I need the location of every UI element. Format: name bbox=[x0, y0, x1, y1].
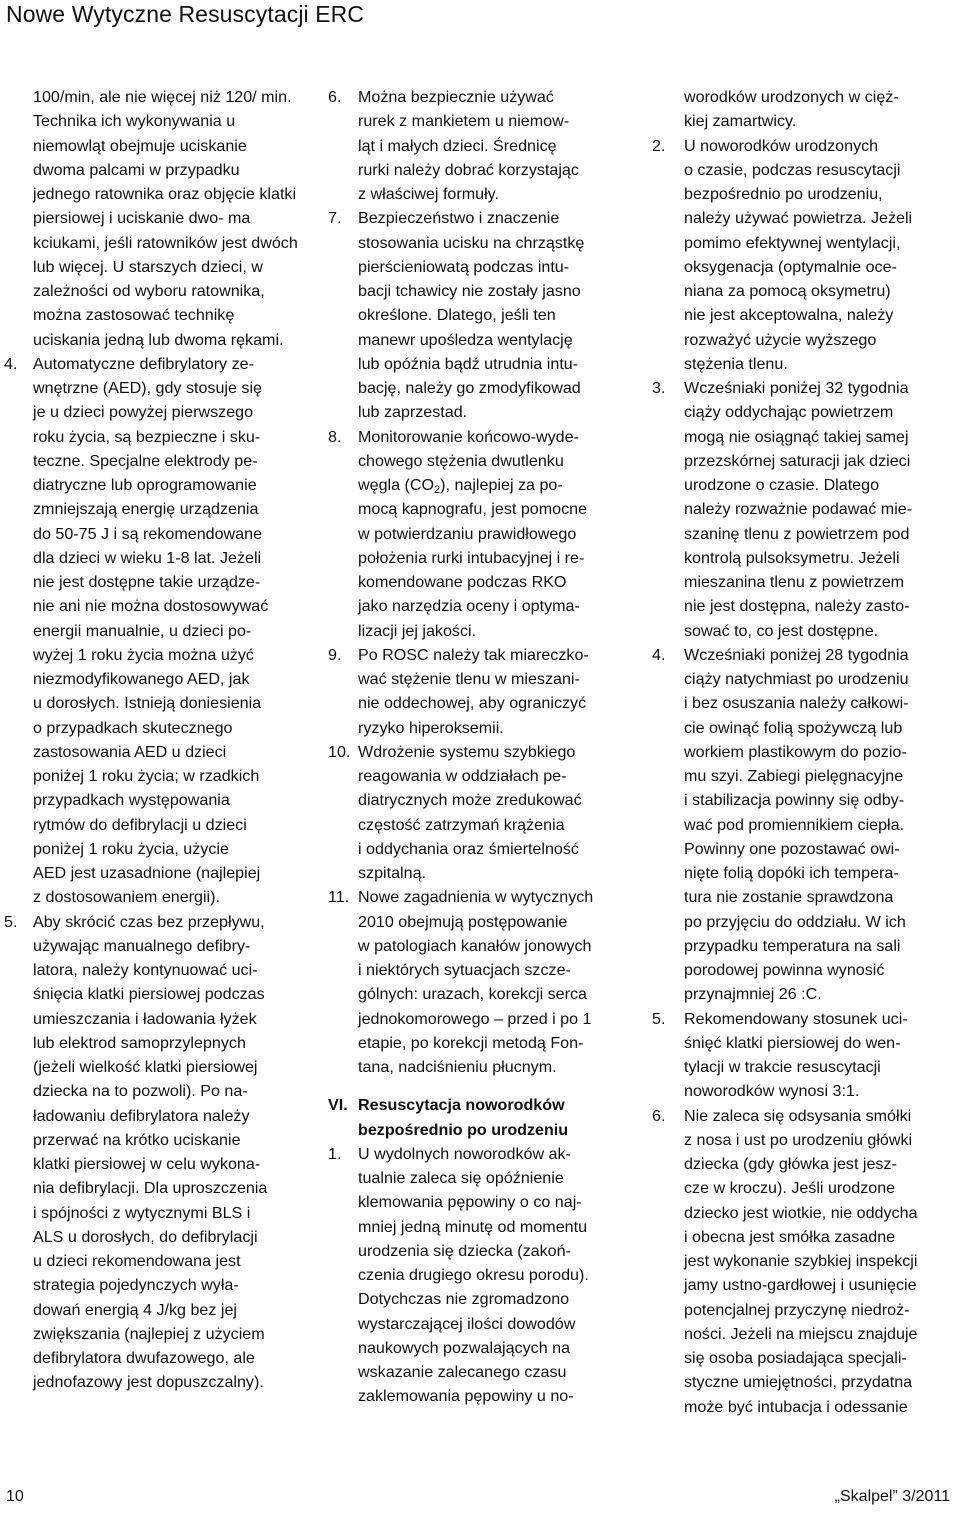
text-line: Bezpieczeństwo i znaczenie bbox=[358, 209, 560, 228]
text-line: latora, należy kontynuować uci- bbox=[33, 961, 258, 979]
text-line: dziecka (gdy główka jest jesz- bbox=[684, 1155, 897, 1173]
text-line: nie oddechowej, aby ograniczyć bbox=[358, 694, 587, 713]
list-number: 8. bbox=[328, 427, 342, 446]
text-line: mieszanina tlenu z powietrzem bbox=[684, 573, 905, 591]
text-line: śnięcia klatki piersiowej podczas bbox=[33, 985, 265, 1004]
text-line: gólnych: urazach, korekcji serca bbox=[358, 985, 587, 1004]
text-line: teczne. Specjalne elektrody pe- bbox=[33, 451, 258, 470]
text-line: wać stężenie tlenu w mieszani- bbox=[358, 670, 580, 688]
text-line: należy używać powietrza. Jeżeli bbox=[684, 209, 913, 228]
text-line: ciąży oddychając powietrzem bbox=[684, 403, 894, 422]
text-line: lub elektrod samoprzylepnych bbox=[33, 1033, 246, 1052]
text-line: tylacji w trakcie resuscytacji bbox=[684, 1058, 881, 1076]
text-line: ALS u dorosłych, do defibrylacji bbox=[33, 1227, 258, 1246]
text-line: zaklemowania pępowiny u no- bbox=[358, 1387, 574, 1406]
text-line: porodowej powinna wynosić bbox=[684, 961, 885, 979]
text-line: Po ROSC należy tak miareczko- bbox=[358, 645, 589, 664]
text-line: Monitorowanie końcowo-wyde- bbox=[358, 427, 579, 446]
text-line: strategia pojedynczych wyła- bbox=[33, 1276, 239, 1295]
text-line: defibrylatora dwufazowego, ale bbox=[33, 1349, 255, 1367]
text-line: naukowych pozwalających na bbox=[358, 1338, 571, 1357]
text-line: w patologiach kanałów jonowych bbox=[358, 936, 592, 955]
text-line: nia defibrylacji. Dla uproszczenia bbox=[33, 1179, 268, 1198]
text-line: rytmów do defibrylacji u dzieci bbox=[33, 815, 247, 834]
text-line: dowań energią 4 J/kg bez jej bbox=[33, 1300, 237, 1319]
continued-paragraph bbox=[652, 85, 957, 134]
text-line: ratownika, można zastosować bbox=[33, 282, 265, 325]
continued-paragraph bbox=[4, 85, 300, 352]
text-line: 100/min, ale nie więcej niż 120/ bbox=[33, 88, 257, 106]
text-line: zastosowania AED u dzieci bbox=[33, 742, 227, 761]
text-line: jamy ustno-gardłowej i usunięcie bbox=[684, 1276, 917, 1295]
text-line: niezmodyfikowanego AED, jak bbox=[33, 670, 250, 688]
text-line: Wcześniaki poniżej 28 tygodnia bbox=[684, 645, 909, 664]
text-line: pomimo efektywnej wentylacji, bbox=[684, 233, 901, 252]
list-item bbox=[328, 643, 634, 740]
text-line: worodków urodzonych w cięż- bbox=[684, 88, 899, 106]
text-line: mogą nie osiągnąć takiej samej bbox=[684, 427, 909, 446]
text-line: dwóch lub więcej. U starszych bbox=[33, 233, 298, 276]
text-line: wskazanie zalecanego czasu bbox=[358, 1363, 567, 1381]
co2-text: węgla (CO bbox=[358, 476, 435, 494]
list-item bbox=[328, 206, 634, 424]
text-line: workiem plastikowym do pozio- bbox=[684, 742, 907, 761]
section-title-line: Resuscytacja noworodków bbox=[358, 1096, 565, 1115]
list-item bbox=[328, 425, 634, 643]
text-line: urodzenia się dziecka (zakoń- bbox=[358, 1241, 571, 1260]
text-line: dziecka na to pozwoli). Po na- bbox=[33, 1082, 248, 1101]
text-line: dla dzieci w wieku 1-8 lat. Jeżeli bbox=[33, 548, 262, 567]
text-line: w potwierdzaniu prawidłowego bbox=[358, 524, 577, 543]
list-number: 4. bbox=[4, 354, 18, 373]
section-title-line: bezpośrednio po urodzeniu bbox=[358, 1120, 569, 1139]
list-number: 5. bbox=[652, 1009, 666, 1028]
list-number: 5. bbox=[4, 912, 18, 931]
text-line: cze w kroczu). Jeśli urodzone bbox=[684, 1179, 896, 1198]
list-number: 10. bbox=[328, 742, 351, 761]
text-line: przynajmniej 26 :C. bbox=[684, 985, 822, 1004]
text-line: przerwać na krótko uciskanie bbox=[33, 1130, 241, 1149]
text-line: czenia drugiego okresu porodu). bbox=[358, 1266, 589, 1284]
text-line: należy rozważnie podawać mie- bbox=[684, 500, 913, 519]
text-line: urodzone o czasie. Dlatego bbox=[684, 476, 880, 494]
text-line: noworodków wynosi 3:1. bbox=[684, 1082, 860, 1101]
column-right bbox=[652, 85, 957, 1419]
text-line: kontrolą pulsoksymetru. Jeżeli bbox=[684, 548, 900, 567]
text-line: sować to, co jest dostępne. bbox=[684, 621, 879, 640]
text-line: używając manualnego defibry- bbox=[33, 936, 251, 955]
list-number: 2. bbox=[652, 136, 666, 155]
column-left bbox=[4, 85, 300, 1395]
text-line: dwoma palcami w przypadku bbox=[33, 160, 240, 179]
page-title: Nowe Wytyczne Resuscytacji ERC bbox=[6, 1, 365, 27]
text-line: i niektórych sytuacjach szcze- bbox=[358, 961, 571, 979]
text-line: śnięć klatki piersiowej do wen- bbox=[684, 1033, 901, 1052]
list-number: 6. bbox=[652, 1106, 666, 1125]
text-line: 2010 obejmują postępowanie bbox=[358, 912, 568, 931]
text-line: Powinny one pozostawać owi- bbox=[684, 839, 900, 858]
text-line: U wydolnych noworodków ak- bbox=[358, 1144, 571, 1163]
text-line: komendowane podczas RKO bbox=[358, 573, 567, 591]
text-line: klatki piersiowej w celu wykona- bbox=[33, 1155, 261, 1173]
text-line: tura nie zostanie sprawdzona bbox=[684, 888, 894, 907]
text-line: jako narzędzia oceny i optyma- bbox=[358, 597, 580, 616]
text-line: przypadkach występowania bbox=[33, 791, 230, 810]
text-line: wyżej 1 roku życia można użyć bbox=[33, 645, 254, 664]
list-item bbox=[652, 1007, 957, 1104]
list-item bbox=[652, 1104, 957, 1419]
text-line: cie owinąć folią spożywczą lub bbox=[684, 718, 903, 737]
list-item bbox=[652, 376, 957, 643]
text-line: Wcześniaki poniżej 32 tygodnia bbox=[684, 379, 909, 397]
text-line: może być intubacja i odessanie bbox=[684, 1397, 908, 1416]
text-line: tana, nadciśnieniu płucnym. bbox=[358, 1058, 557, 1076]
text-line: poniżej 1 roku życia; w rzadkich bbox=[33, 767, 260, 785]
text-line: rozważyć użycie wyższego bbox=[684, 330, 877, 349]
text-line: wystarczającej ilości dowodów bbox=[358, 1314, 576, 1333]
text-line: stosowania ucisku na chrząstkę bbox=[358, 233, 585, 252]
list-number: 3. bbox=[652, 379, 666, 397]
text-line: min. Technika ich wykonywania bbox=[33, 88, 292, 131]
text-line: z nosa i ust po urodzeniu główki bbox=[684, 1130, 913, 1149]
text-line: mu szyi. Zabiegi pielęgnacyjne bbox=[684, 767, 904, 785]
text-line: manewr upośledza wentylację bbox=[358, 330, 573, 349]
text-line: Można bezpiecznie używać bbox=[358, 88, 554, 106]
text-line: z dostosowaniem energii). bbox=[33, 888, 220, 907]
text-line-co2 bbox=[358, 473, 634, 497]
text-line: dzieci, w zależności od wyboru bbox=[33, 257, 263, 300]
list-item bbox=[328, 85, 634, 206]
page-number: 10 bbox=[6, 1488, 24, 1505]
list-number: 7. bbox=[328, 209, 342, 228]
text-line: Nie zaleca się odsysania smółki bbox=[684, 1106, 912, 1125]
journal-issue: „Skalpel” 3/2011 bbox=[834, 1488, 950, 1505]
list-number: 1. bbox=[328, 1144, 342, 1163]
text-line: częstość zatrzymań krążenia bbox=[358, 815, 565, 834]
text-line: szaninę tlenu z powietrzem pod bbox=[684, 524, 910, 543]
text-line: lub zaprzestad. bbox=[358, 403, 468, 422]
text-line: u dzieci rekomendowana jest bbox=[33, 1252, 241, 1270]
text-line: Automatyczne defibrylatory ze- bbox=[33, 354, 254, 373]
section-heading bbox=[328, 1093, 634, 1142]
text-line: mocą kapnografu, jest pomocne bbox=[358, 500, 588, 519]
text-line: klemowania pępowiny o co naj- bbox=[358, 1193, 582, 1212]
text-line: dwoma rękami. bbox=[174, 330, 284, 349]
text-line: jednego ratownika oraz objęcie bbox=[33, 185, 255, 203]
text-line: ładowaniu defibrylatora należy bbox=[33, 1106, 250, 1125]
text-line: bezpośrednio po urodzeniu, bbox=[684, 185, 883, 203]
text-line: po przyjęciu do oddziału. W ich bbox=[684, 912, 906, 931]
text-line: nie ani nie można dostosowywać bbox=[33, 597, 269, 616]
column-middle bbox=[328, 85, 634, 1409]
text-line: się osoba posiadająca specjali- bbox=[684, 1349, 907, 1367]
list-item bbox=[652, 643, 957, 1007]
text-line: stężenia tlenu. bbox=[684, 354, 788, 373]
text-line: zwiększania (najlepiej z użyciem bbox=[33, 1324, 265, 1343]
text-line: klatki piersiowej i uciskanie dwo- bbox=[33, 185, 297, 228]
text-line: technikę uciskania jedną lub bbox=[33, 306, 235, 349]
text-line: ma kciukami, jeśli ratowników jest bbox=[33, 209, 251, 252]
text-line: Aby skrócić czas bez przepływu, bbox=[33, 912, 265, 931]
text-line: i spójności z wytycznymi BLS i bbox=[33, 1203, 251, 1222]
text-line: tualnie zaleca się opóźnienie bbox=[358, 1169, 564, 1187]
text-line: i oddychania oraz śmiertelność bbox=[358, 839, 579, 858]
text-line: wać pod promiennikiem ciepła. bbox=[684, 815, 905, 834]
text-line: pierścieniowatą podczas intu- bbox=[358, 257, 570, 276]
text-line: energii manualnie, u dzieci po- bbox=[33, 621, 252, 640]
text-line: i obecna jest smółka zasadne bbox=[684, 1227, 896, 1246]
text-line: do 50-75 J i są rekomendowane bbox=[33, 524, 263, 543]
text-line: diatryczne lub oprogramowanie bbox=[33, 476, 257, 494]
list-item bbox=[328, 1142, 634, 1409]
list-number: 11. bbox=[328, 888, 350, 907]
text-line: oksygenacja (optymalnie oce- bbox=[684, 257, 897, 276]
text-line: roku życia, są bezpieczne i sku- bbox=[33, 427, 261, 446]
section-number: VI. bbox=[328, 1096, 348, 1115]
text-line: bację, należy go zmodyfikowad bbox=[358, 379, 581, 397]
text-line: reagowania w oddziałach pe- bbox=[358, 767, 567, 785]
text-line: o czasie, podczas resuscytacji bbox=[684, 160, 901, 179]
text-line: jednokomorowego – przed i po 1 bbox=[358, 1009, 592, 1028]
text-line: diatrycznych może zredukować bbox=[358, 791, 582, 810]
text-line: o przypadkach skutecznego bbox=[33, 718, 233, 737]
text-line: szpitalną. bbox=[358, 864, 426, 882]
text-line: kiej zamartwicy. bbox=[684, 112, 797, 131]
text-line: przezskórnej saturacji jak dzieci bbox=[684, 451, 911, 470]
text-line: rurki należy dobrać korzystając bbox=[358, 160, 579, 179]
text-line: umieszczania i ładowania łyżek bbox=[33, 1009, 257, 1028]
text-line: ryzyko hiperoksemii. bbox=[358, 718, 504, 737]
list-number: 4. bbox=[652, 645, 666, 664]
co2-text-after: ), najlepiej za po- bbox=[440, 476, 563, 494]
list-item bbox=[328, 740, 634, 886]
text-line: jednofazowy jest dopuszczalny). bbox=[33, 1373, 264, 1392]
list-item bbox=[652, 134, 957, 377]
text-line: położenia rurki intubacyjnej i re- bbox=[358, 548, 585, 567]
text-line: mniej jedną minutę od momentu bbox=[358, 1217, 588, 1236]
text-line: u dorosłych. Istnieją doniesienia bbox=[33, 694, 262, 713]
text-line: jest wykonanie szybkiej inspekcji bbox=[684, 1252, 918, 1270]
subscript-2: 2 bbox=[434, 484, 441, 496]
text-line: Dotychczas nie zgromadzono bbox=[358, 1290, 570, 1309]
text-line: etapie, po korekcji metodą Fon- bbox=[358, 1033, 584, 1052]
text-line: styczne umiejętności, przydatna bbox=[684, 1373, 913, 1392]
text-line: potencjalnej przyczynę niedroż- bbox=[684, 1300, 910, 1319]
text-line: U noworodków urodzonych bbox=[684, 136, 879, 155]
text-line: dziecko jest wiotkie, nie oddycha bbox=[684, 1203, 918, 1222]
text-line: z właściwej formuły. bbox=[358, 185, 499, 203]
text-line: i stabilizacja powinny się odby- bbox=[684, 791, 905, 810]
text-line: Rekomendowany stosunek uci- bbox=[684, 1009, 908, 1028]
text-line: ciąży natychmiast po urodzeniu bbox=[684, 670, 909, 688]
text-line: nie jest dostępna, należy zasto- bbox=[684, 597, 910, 616]
text-line: poniżej 1 roku życia, użycie bbox=[33, 839, 229, 858]
list-number: 6. bbox=[328, 88, 342, 106]
text-line: nie jest dostępne takie urządze- bbox=[33, 573, 261, 591]
text-line: nięte folią dopóki ich tempera- bbox=[684, 864, 899, 882]
text-line: przypadku temperatura na sali bbox=[684, 936, 901, 955]
text-line: i bez osuszania należy całkowi- bbox=[684, 694, 909, 713]
text-line: niana za pomocą oksymetru) bbox=[684, 282, 891, 300]
text-line: bacji tchawicy nie zostały jasno bbox=[358, 282, 581, 300]
text-line: wnętrzne (AED), gdy stosuje się bbox=[33, 379, 262, 397]
list-item bbox=[4, 352, 300, 910]
text-line: ląt i małych dzieci. Średnicę bbox=[358, 136, 557, 155]
text-line: u niemowląt obejmuje uciskanie bbox=[33, 112, 247, 155]
text-line: rurek z mankietem u niemow- bbox=[358, 112, 570, 131]
text-line: (jeżeli wielkość klatki piersiowej bbox=[33, 1058, 258, 1076]
list-number: 9. bbox=[328, 645, 342, 664]
text-line: je u dzieci powyżej pierwszego bbox=[33, 403, 254, 422]
text-line: zmniejszają energię urządzenia bbox=[33, 500, 259, 519]
text-line: Nowe zagadnienia w wytycznych bbox=[358, 888, 594, 907]
text-line: chowego stężenia dwutlenku bbox=[358, 451, 564, 470]
text-line: nie jest akceptowalna, należy bbox=[684, 306, 894, 325]
text-line: lizacji jej jakości. bbox=[358, 621, 477, 640]
text-line: ności. Jeżeli na miejscu znajduje bbox=[684, 1324, 918, 1343]
text-line: lub opóźnia bądź utrudnia intu- bbox=[358, 354, 579, 373]
list-item bbox=[328, 885, 634, 1079]
list-item bbox=[4, 910, 300, 1395]
text-line: AED jest uzasadnione (najlepiej bbox=[33, 864, 261, 882]
text-line: określone. Dlatego, jeśli ten bbox=[358, 306, 556, 325]
text-line: Wdrożenie systemu szybkiego bbox=[358, 742, 576, 761]
